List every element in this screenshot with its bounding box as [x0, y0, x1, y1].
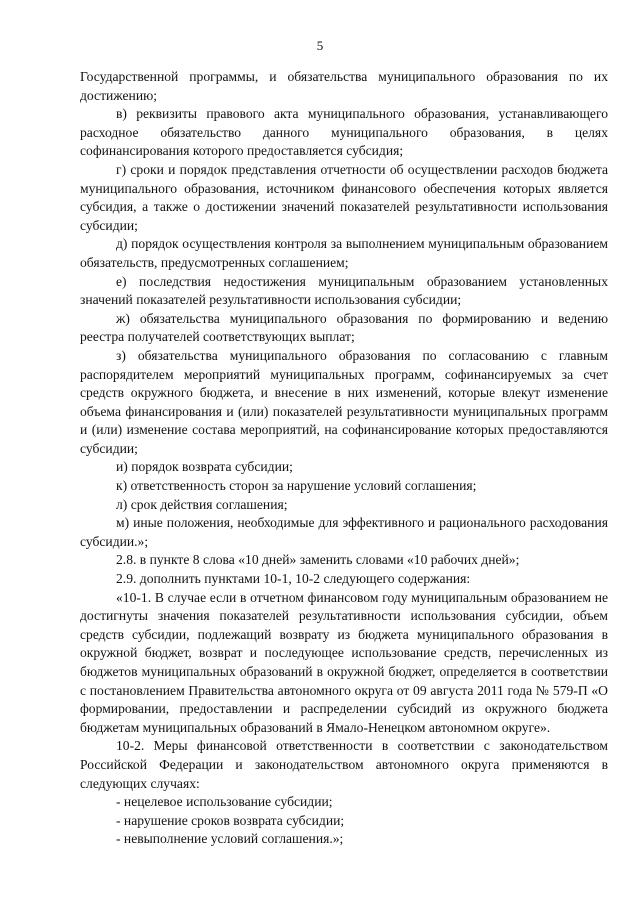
paragraph-continuation: Государственной программы, и обязательства муниципального образования по их достижению; — [80, 69, 608, 103]
paragraph-item-z: з) обязательства муниципального образования по согласованию с главным распорядителем мероприятий муниципальных программ, софинансируемых за счет средств окружного бюджета, и внесение в них изменений, которые влекут изменение объема финансирования и (или) показателей результативности муниципальных программ и (или) изменение состава мероприятий, на софинансирование которых предоставляются субсидии; — [80, 347, 608, 456]
list-item-late-return: - нарушение сроков возврата субсидии; — [116, 812, 345, 828]
paragraph-item-e: е) последствия недостижения муниципальным образованием установленных значений показателей результативности использования субсидии; — [80, 273, 608, 308]
paragraph-2-8: 2.8. в пункте 8 слова «10 дней» заменить словами «10 рабочих дней»; — [116, 552, 520, 568]
paragraph-2-9: 2.9. дополнить пунктами 10-1, 10-2 следующего содержания: — [116, 571, 471, 587]
paragraph-item-g: г) сроки и порядок представления отчетности об осуществлении расходов бюджета муниципального образования, источником финансового обеспечения которых является субсидия, а также о достижении значений показателей результативности использования субсидии; — [80, 161, 608, 233]
list-item-noncompliance: - невыполнение условий соглашения.»; — [116, 831, 344, 847]
paragraph-item-d: д) порядок осуществления контроля за выполнением муниципальным образованием обязательств, предусмотренных соглашением; — [80, 236, 608, 270]
paragraph-item-v: в) реквизиты правового акта муниципального образования, устанавливающего расходное обязательство данного муниципального образования, в целях софинансирования которого предоставляется субсидия; — [80, 106, 608, 159]
paragraph-item-zh: ж) обязательства муниципального образования по формированию и ведению реестра получателей соответствующих выплат; — [80, 310, 608, 345]
list-item-misuse: - нецелевое использование субсидии; — [116, 794, 333, 810]
paragraph-10-1: «10-1. В случае если в отчетном финансовом году муниципальным образованием не достигнуты значения показателей результативности использования субсидии, объем средств субсидии, подлежащий возврату из бюджета муниципального образования в окружной бюджет, возврат и последующее использование средств, перечисленных из бюджетов муниципальных образований в окружной бюджет, определяется в соответствии с постановлением Правительства автономного округа от 09 августа 2011 года № 579-П «О формировании, предоставлении и распределении субсидий из окружного бюджета бюджетам муниципальных образований в Ямало-Ненецком автономном округе». — [80, 589, 608, 735]
paragraph-10-2: 10-2. Меры финансовой ответственности в соответствии с законодательством Российской Федерации и законодательством автономного округа применяются в следующих случаях: — [80, 738, 608, 791]
paragraph-item-i: и) порядок возврата субсидии; — [116, 459, 293, 475]
document-body — [80, 68, 608, 849]
page-number: 5 — [316, 38, 324, 53]
paragraph-item-l: л) срок действия соглашения; — [116, 496, 288, 512]
paragraph-item-m: м) иные положения, необходимые для эффективного и рационального расходования субсидии.»; — [80, 515, 608, 549]
paragraph-item-k: к) ответственность сторон за нарушение условий соглашения; — [116, 478, 477, 494]
